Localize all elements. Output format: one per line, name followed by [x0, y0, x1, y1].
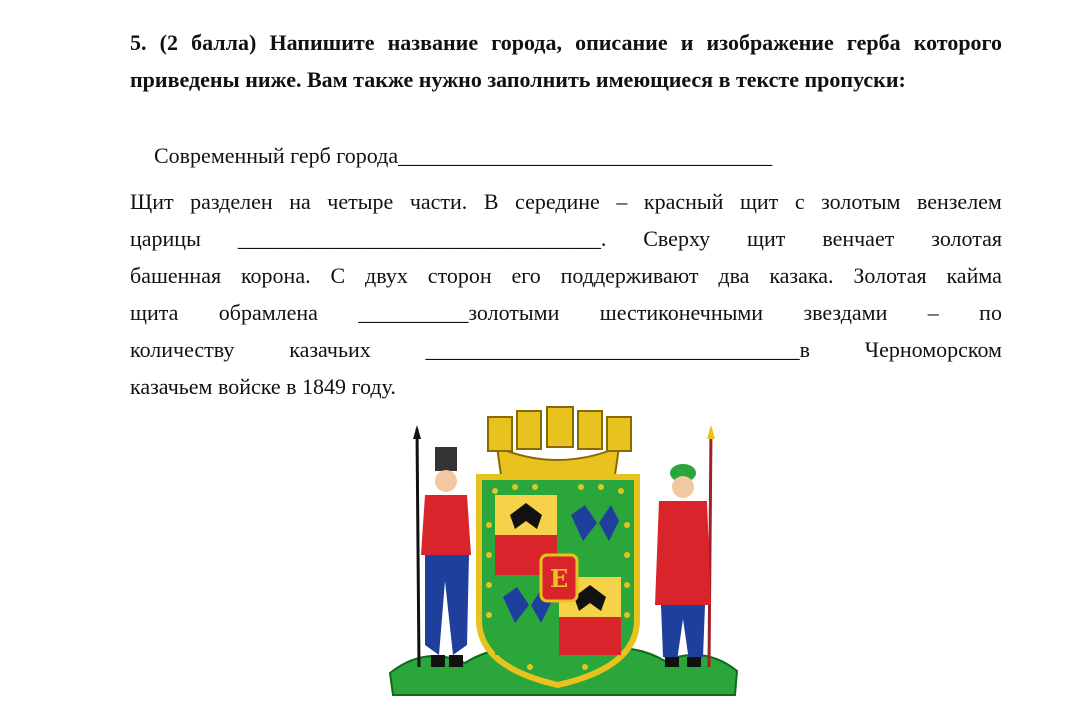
description-paragraph	[130, 183, 1002, 405]
word: –	[927, 300, 939, 325]
paragraph-line	[130, 331, 1002, 368]
paragraph-last-line: казачьем войске в 1849 году.	[130, 374, 396, 399]
word: части.	[409, 189, 468, 214]
word: два	[718, 263, 750, 288]
monogram-text: Е	[549, 564, 569, 593]
word: щит	[747, 226, 786, 251]
paragraph-line	[130, 294, 1002, 331]
word: С	[330, 263, 346, 288]
word: башенная	[130, 263, 222, 288]
city-question-text: Современный герб города	[154, 143, 399, 168]
word: его	[511, 263, 541, 288]
coat-of-arms-svg	[385, 405, 745, 710]
word: Щит	[130, 189, 174, 214]
word: красный	[643, 189, 724, 214]
coat-of-arms-image	[385, 405, 745, 710]
word: кайма	[946, 263, 1002, 288]
word: четыре	[327, 189, 394, 214]
paragraph-line	[130, 183, 1002, 220]
task-heading: 5. (2 балла) Напишите название города, описание и изображение герба которого приведены ниже. Вам также нужно заполнить имеющиеся в тексте пропуски:	[130, 30, 1002, 92]
word: щит	[739, 189, 779, 214]
city-question-line	[154, 138, 772, 174]
word: казачьих	[289, 337, 371, 362]
word: сторон	[427, 263, 492, 288]
paragraph-line	[130, 368, 1002, 405]
word: с	[794, 189, 805, 214]
word: щита	[130, 300, 179, 325]
tsaritsa-answer-blank[interactable]: _________________________________.	[237, 226, 607, 251]
word: –	[616, 189, 628, 214]
word: золотая	[931, 226, 1002, 251]
word: звездами	[803, 300, 888, 325]
right-cossack-figure	[655, 425, 715, 667]
paragraph-line	[130, 257, 1002, 294]
word: венчает	[822, 226, 895, 251]
word: казака.	[769, 263, 834, 288]
left-cossack-figure	[413, 425, 471, 667]
word: двух	[365, 263, 408, 288]
kurens-answer-blank[interactable]: __________________________________в	[425, 337, 810, 362]
word: разделен	[190, 189, 273, 214]
word: по	[979, 300, 1002, 325]
city-answer-blank[interactable]: __________________________________	[398, 143, 773, 168]
word: количеству	[130, 337, 235, 362]
word: шестиконечными	[599, 300, 764, 325]
word: золотым	[821, 189, 901, 214]
word: корона.	[240, 263, 311, 288]
word: поддерживают	[560, 263, 699, 288]
word: царицы	[130, 226, 201, 251]
word: Сверху	[643, 226, 711, 251]
paragraph-line	[130, 220, 1002, 257]
mural-crown	[488, 407, 631, 483]
word: обрамлена	[218, 300, 318, 325]
word: Черноморском	[864, 337, 1002, 362]
word: середине	[515, 189, 600, 214]
word: на	[289, 189, 311, 214]
word: вензелем	[916, 189, 1002, 214]
word: Золотая	[853, 263, 927, 288]
word: В	[483, 189, 499, 214]
stars-count-answer-blank[interactable]: __________золотыми	[358, 300, 560, 325]
